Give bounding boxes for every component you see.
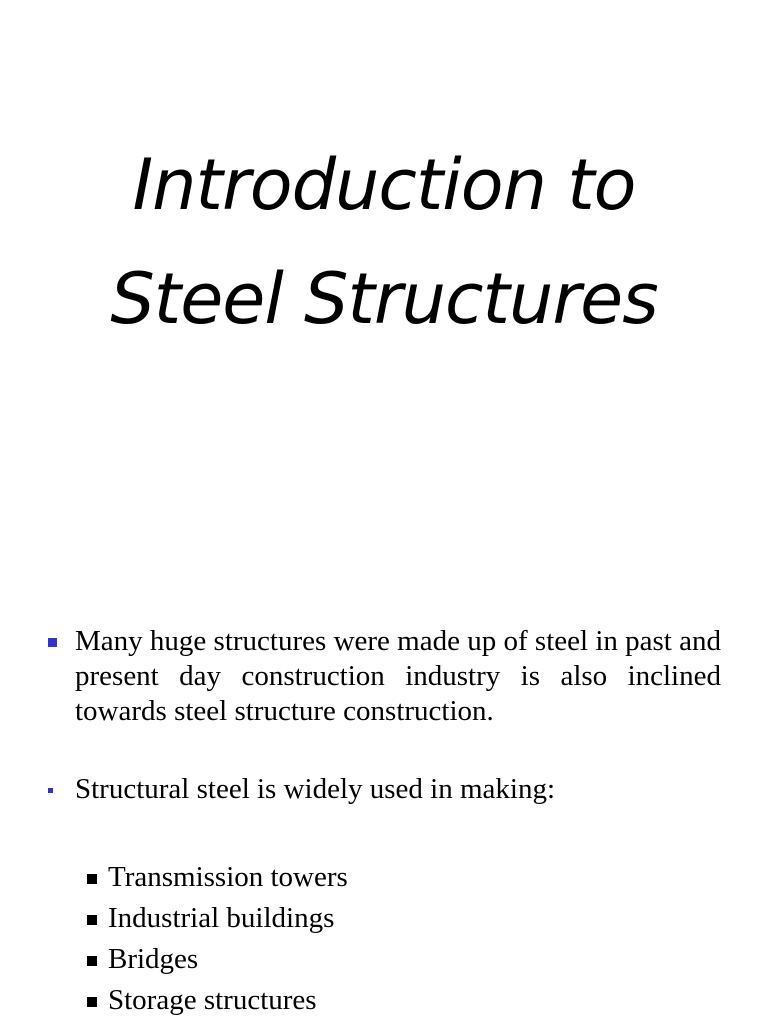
bullet-text: Many huge structures were made up of steel in past and present day construction industry is also inclined towards steel structure construction. — [75, 625, 721, 727]
square-bullet-icon — [87, 997, 97, 1007]
square-bullet-icon — [87, 915, 97, 925]
square-bullet-icon — [48, 788, 53, 793]
sub-bullet-item — [0, 898, 348, 939]
sub-bullet-item — [0, 857, 348, 898]
slide-title — [0, 128, 768, 356]
sub-bullet-item — [0, 939, 348, 980]
sub-bullet-text: Bridges — [108, 943, 199, 975]
slide-title-line-1: Introduction to — [132, 144, 636, 226]
square-bullet-icon — [87, 874, 97, 884]
sub-bullet-text: Transmission towers — [108, 861, 348, 893]
slide-title-line-2: Steel Structures — [110, 258, 658, 340]
bullet-item — [0, 624, 768, 729]
sub-bullet-text: Industrial buildings — [108, 902, 335, 934]
sub-bullet-list — [0, 857, 348, 1021]
bullet-list — [0, 624, 768, 807]
bullet-text: Structural steel is widely used in making: — [75, 773, 556, 805]
bullet-item — [0, 772, 768, 807]
sub-bullet-text: Storage structures — [108, 984, 317, 1016]
square-bullet-icon — [87, 956, 97, 966]
square-bullet-icon — [48, 638, 57, 647]
sub-bullet-item — [0, 980, 348, 1021]
